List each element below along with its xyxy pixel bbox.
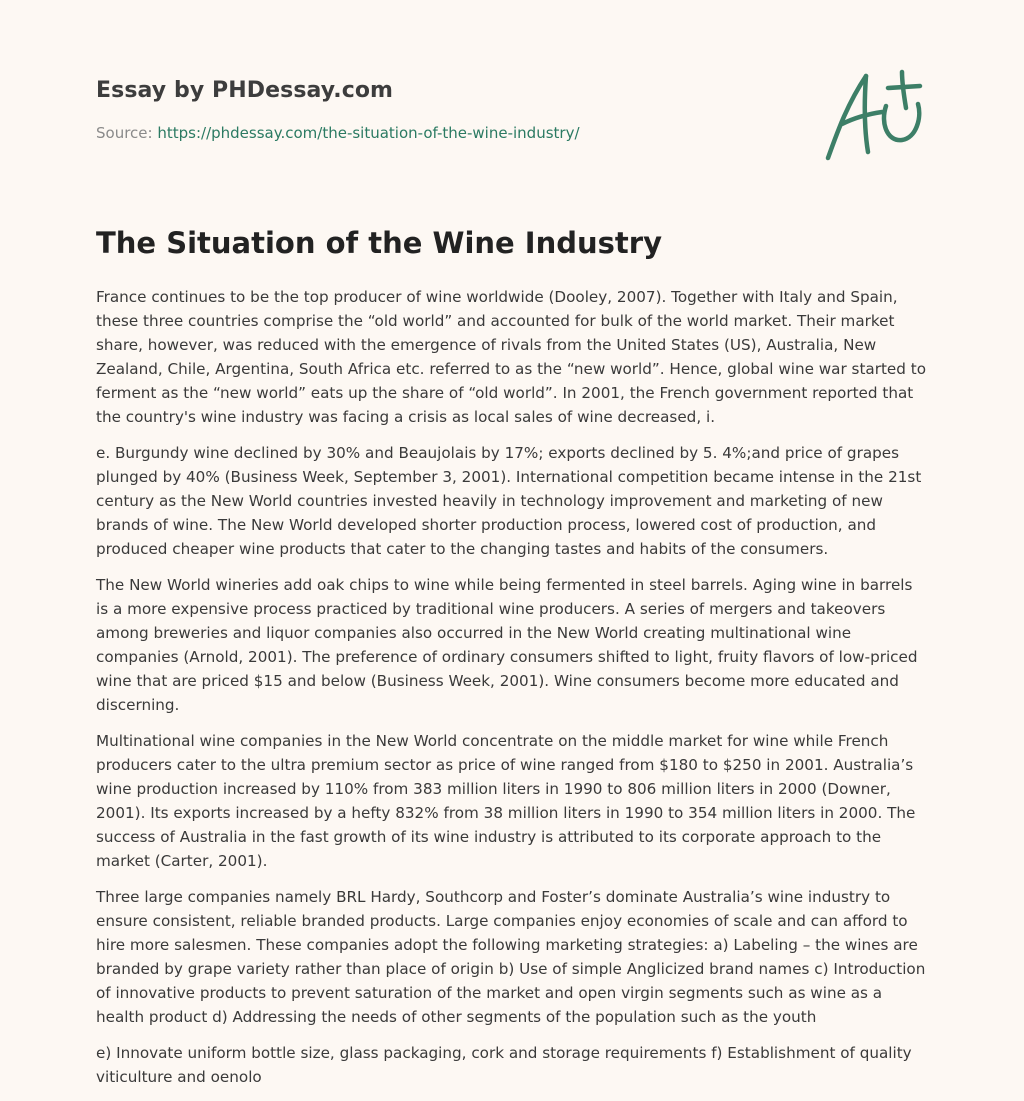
essay-title: The Situation of the Wine Industry (96, 226, 662, 260)
site-title: Essay by PHDessay.com (96, 78, 394, 103)
page-header (96, 72, 816, 142)
essay-paragraph: e. Burgundy wine declined by 30% and Beaujolais by 17%; exports declined by 5. 4%;and price of grapes plunged by 40% (Business Week, September 3, 2001). International competition became intense in the 21st century as the New World countries invested heavily in technology improvement and marketing of new brands of wine. The New World developed shorter production process, lowered cost of production, and produced cheaper wine products that cater to the changing tastes and habits of the consumers. (96, 444, 922, 558)
essay-body (96, 285, 928, 1101)
essay-paragraph: Multinational wine companies in the New World concentrate on the middle market for wine while French producers cater to the ultra premium sector as price of wine ranged from $180 to $250 in 2001. Australia’s wine production increased by 110% from 383 million liters in 1990 to 806 million liters in 2000 (Downer, 2001). Its exports increased by a hefty 832% from 38 million liters in 1990 to 354 million liters in 2000. The success of Australia in the fast growth of its wine industry is attributed to its corporate approach to the market (Carter, 2001). (96, 732, 916, 870)
essay-paragraph: Three large companies namely BRL Hardy, Southcorp and Foster’s dominate Australia’s wine industry to ensure consistent, reliable branded products. Large companies enjoy economies of scale and can afford to hire more salesmen. These companies adopt the following marketing strategies: a) Labeling – the wines are branded by grape variety rather than place of origin b) Use of simple Anglicized brand names c) Introduction of innovative products to prevent saturation of the market and open virgin segments such as wine as a health product d) Addressing the needs of other segments of the population such as the youth (96, 888, 926, 1026)
essay-paragraph: France continues to be the top producer of wine worldwide (Dooley, 2007). Together with Italy and Spain, these three countries comprise the “old world” and accounted for bulk of the world market. Their market share, however, was reduced with the emergence of rivals from the United States (US), Australia, New Zealand, Chile, Argentina, South Africa etc. referred to as the “new world”. Hence, global wine war started to ferment as the “new world” eats up the share of “old world”. In 2001, the French government reported that the country's wine industry was facing a crisis as local sales of wine decreased, i. (96, 288, 926, 426)
a-plus-logo-icon (822, 66, 928, 166)
source-link[interactable]: https://phdessay.com/the-situation-of-the-wine-industry/ (157, 124, 580, 142)
essay-paragraph: The New World wineries add oak chips to wine while being fermented in steel barrels. Aging wine in barrels is a more expensive process practiced by traditional wine producers. A series of mergers and takeovers among breweries and liquor companies also occurred in the New World creating multinational wine companies (Arnold, 2001). The preference of ordinary consumers shifted to light, fruity flavors of low-priced wine that are priced $15 and below (Business Week, 2001). Wine consumers become more educated and discerning. (96, 576, 918, 714)
source-line (96, 124, 816, 142)
essay-paragraph: e) Innovate uniform bottle size, glass packaging, cork and storage requirements f) Establishment of quality viticulture and oenolo (96, 1044, 912, 1086)
source-label: Source: (96, 124, 153, 142)
